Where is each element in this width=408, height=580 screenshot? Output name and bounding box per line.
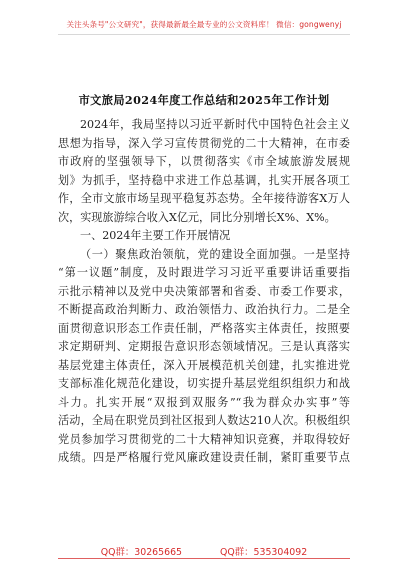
footer-qq-group-2: QQ群：535304092 [220,547,308,558]
body-line: 市政府的坚强领导下，以贯彻落实《市全域旅游发展规 [58,155,350,168]
footer-divider [58,558,350,559]
body-line: 党员参加学习贯彻党的二十大精神知识竞赛，并取得较好 [58,432,350,446]
body-line: 面贯彻意识形态工作责任制，严格落实主体责任，按照要 [58,321,350,335]
body-line: 2024年，我局坚持以习近平新时代中国特色社会主义 [80,118,350,131]
body-line: 成绩。四是严格履行党风廉政建设责任制，紧盯重要节点 [58,451,350,464]
body-line: 基层党建主体责任，深入开展模范机关创建，扎实推进党 [58,358,350,372]
section-heading: 一、2024年主要工作开展情况 [80,229,231,242]
body-line: 次，实现旅游综合收入X亿元，同比分别增长X%、X%。 [58,210,336,224]
body-line: 活动，全局在职党员到社区报到人数达210人次。积极组织 [58,414,350,427]
footer-qq-group-1: QQ群：30265665 [100,547,183,558]
body-line: （一）聚焦政治领航，党的建设全面加强。一是坚持 [80,247,350,261]
body-line: 斗力。扎实开展“双报到双服务”“我为群众办实事”等 [58,395,350,409]
body-line: 思想为指导，深入学习宣传贯彻党的二十大精神，在市委 [58,136,350,150]
body-line: 划》为抓手，坚持稳中求进工作总基调，扎实开展各项工 [58,173,350,187]
body-line: 作，全市文旅市场呈现平稳复苏态势。全年接待游客X万人 [58,192,350,205]
document-title: 市文旅局2024年度工作总结和2025年工作计划 [78,93,330,107]
document-body [58,116,350,468]
footer-contact [0,544,408,558]
header-divider [58,34,350,35]
body-line: 支部标准化规范化建设，切实提升基层党组织组织力和战 [58,377,350,390]
body-line: 求定期研判、定期报告意识形态领域情况。三是认真落实 [58,340,350,353]
body-line: 不断提高政治判断力、政治领悟力、政治执行力。二是全 [58,303,350,316]
body-line: 示批示精神以及党中央决策部署和省委、市委工作要求， [58,284,350,298]
body-line: “第一议题”制度，及时跟进学习习近平重要讲话重要指 [58,266,350,279]
header-notice: 关注头条号"公文研究"，获得最新最全最专业的公文资料库！ 微信：gongwenyj [66,20,342,29]
